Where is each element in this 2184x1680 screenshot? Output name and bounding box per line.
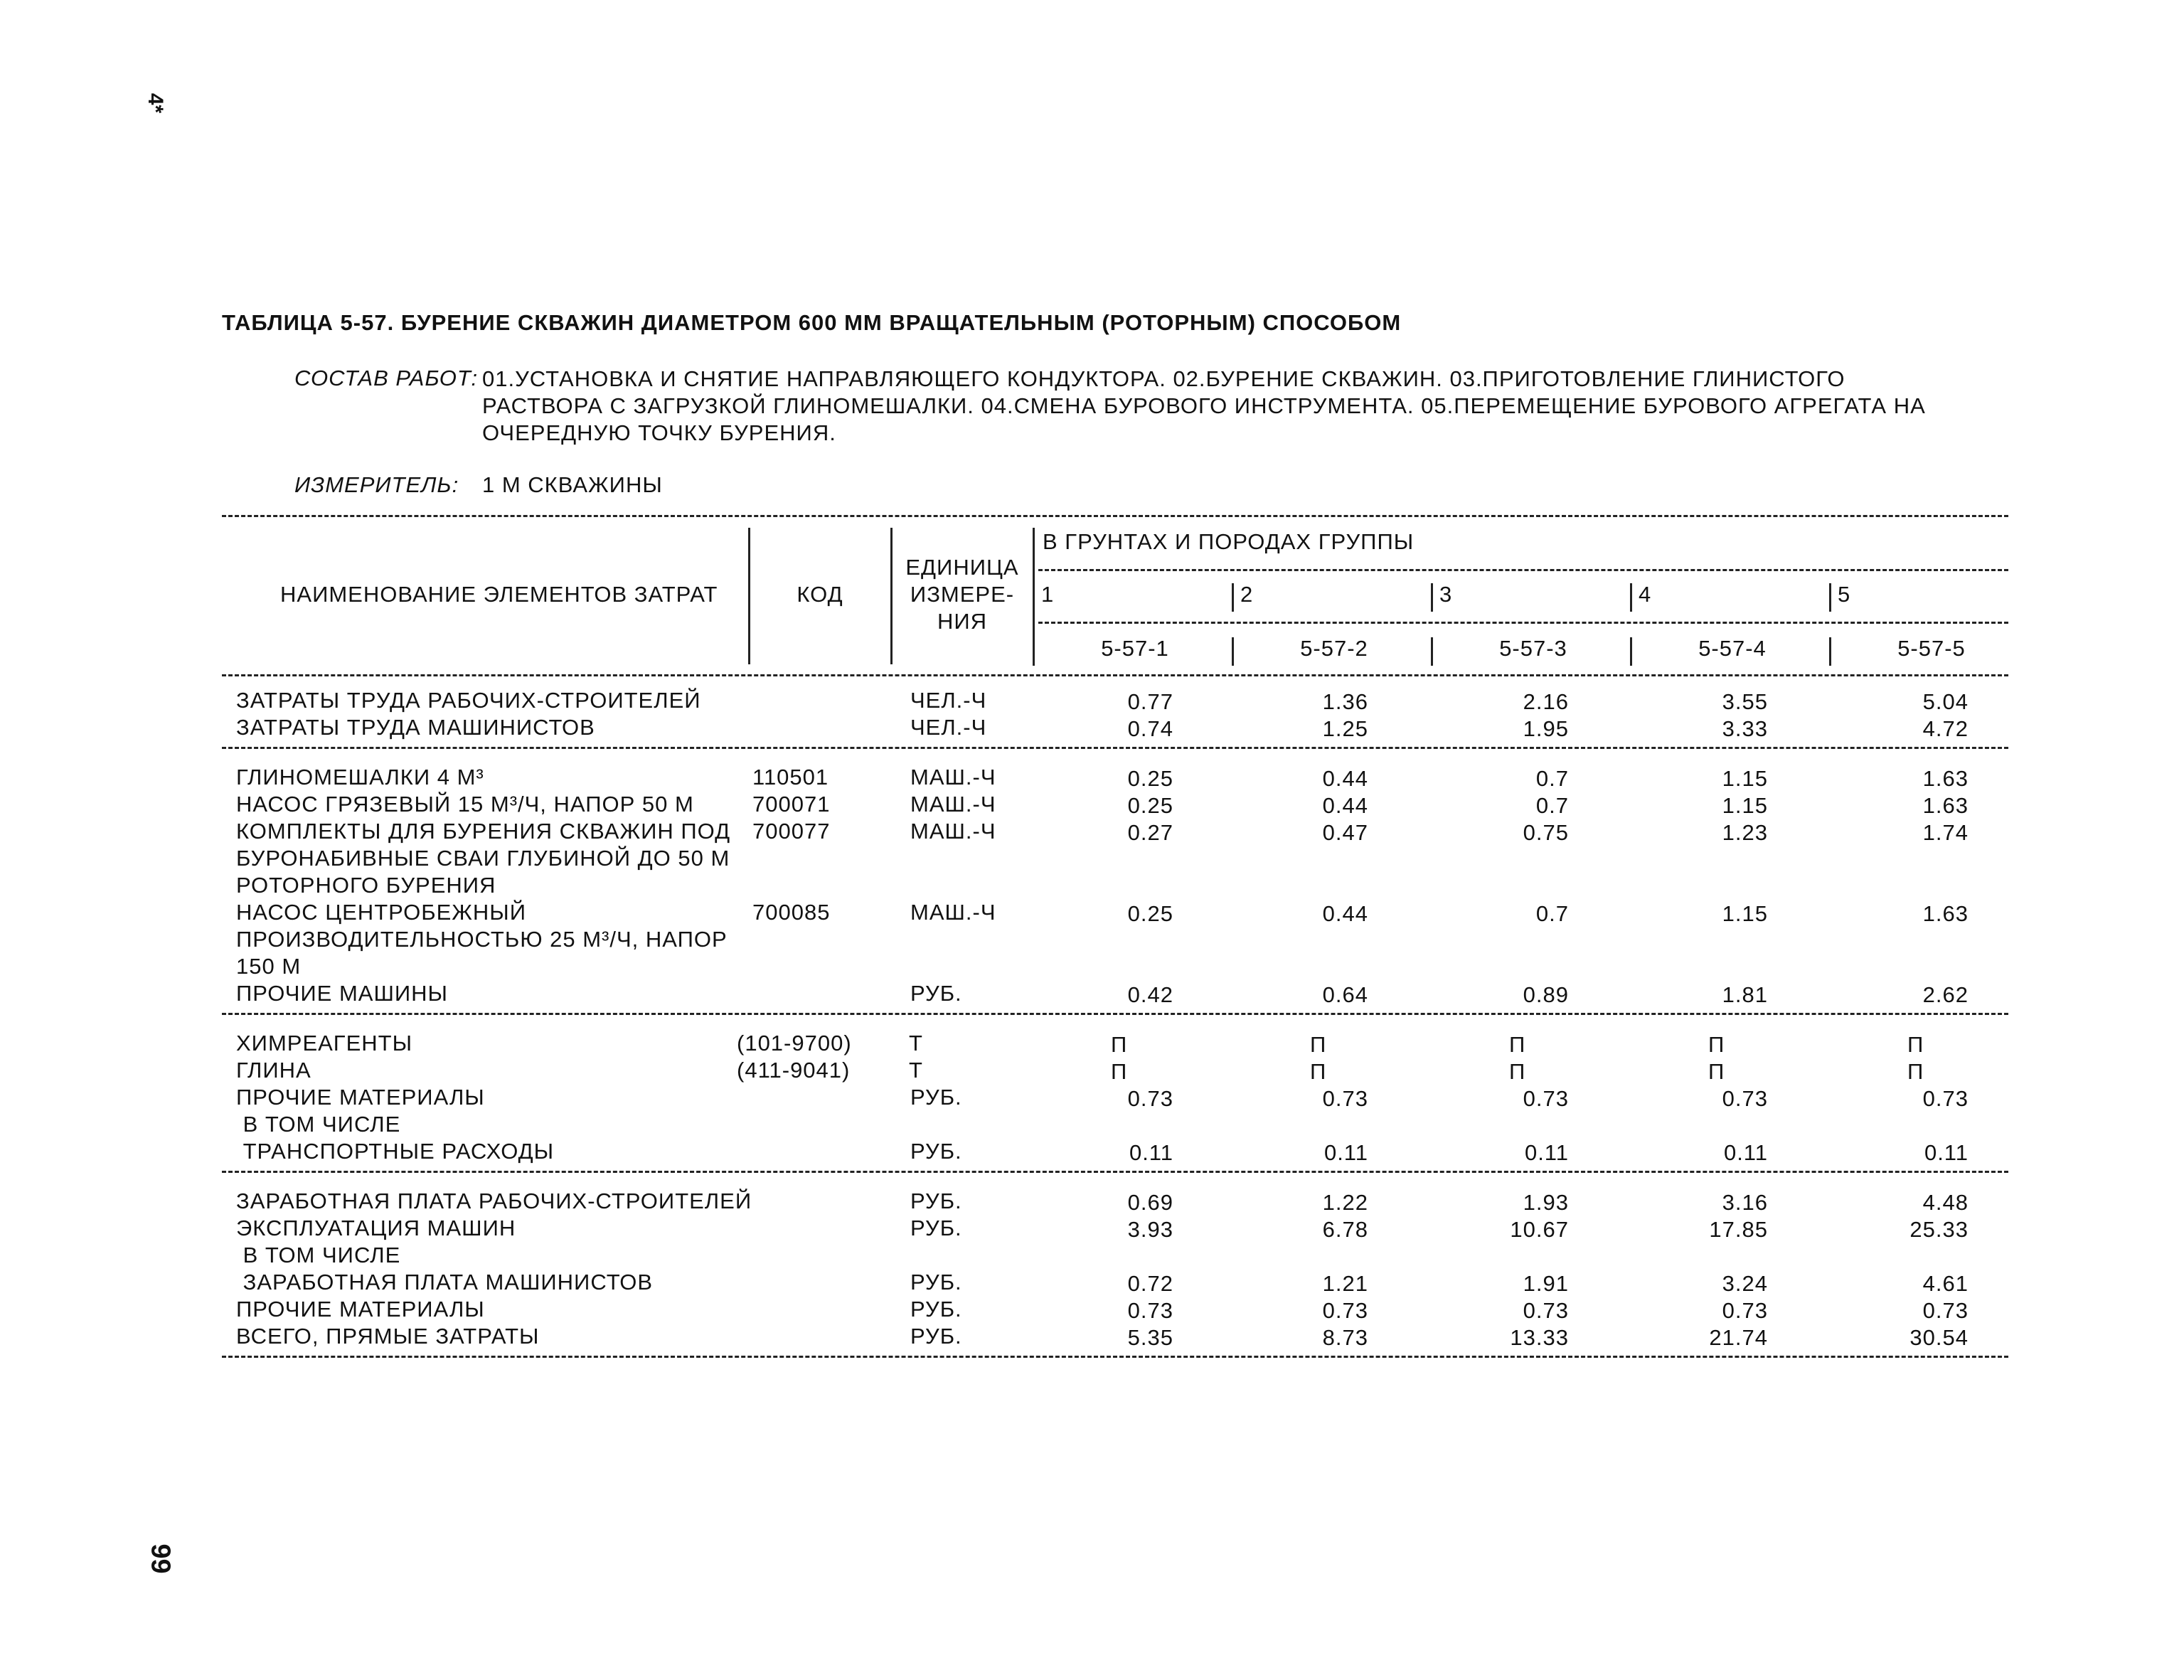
row-value: 0.7: [1535, 766, 1569, 791]
row-value: П: [1310, 1059, 1327, 1084]
row-name: ГЛИНОМЕШАЛКИ 4 М³: [236, 765, 484, 790]
row-value: 0.11: [1524, 1140, 1569, 1165]
row-value: 0.72: [1127, 1271, 1173, 1296]
row-unit: Т: [909, 1031, 923, 1056]
header-bottom-rule: [222, 674, 2008, 676]
composition-text: [482, 366, 1926, 447]
composition-line: РАСТВОРА С ЗАГРУЗКОЙ ГЛИНОМЕШАЛКИ. 04.СМЕНА БУРОВОГО ИНСТРУМЕНТА. 05.ПЕРЕМЕЩЕНИЕ БУРОВОГО АГРЕГАТА НА: [482, 393, 1926, 418]
row-value: 1.25: [1322, 716, 1368, 741]
row-value: П: [1708, 1059, 1725, 1084]
row-value: 1.15: [1722, 766, 1768, 791]
row-value: [1226, 1112, 1368, 1139]
row-unit: Т: [909, 1058, 923, 1083]
row-value: 0.73: [1523, 1086, 1569, 1111]
row-unit: МАШ.-Ч: [910, 765, 996, 790]
group-title-rule: [1038, 569, 2008, 571]
row-value: 0.73: [1722, 1298, 1768, 1323]
group-number: 3: [1439, 582, 1453, 607]
row-value: 0.73: [1322, 1086, 1368, 1111]
row-unit: МАШ.-Ч: [910, 900, 996, 925]
row-value: 4.61: [1922, 1271, 1969, 1296]
group-divider: [1829, 583, 1831, 612]
row-value: 1.95: [1523, 716, 1569, 741]
row-unit: МАШ.-Ч: [910, 792, 996, 817]
row-value: 10.67: [1510, 1217, 1569, 1242]
row-unit: ЧЕЛ.-Ч: [910, 688, 987, 713]
row-value: [1031, 1243, 1173, 1270]
group-number: 5: [1838, 582, 1851, 607]
row-value: 0.73: [1127, 1298, 1173, 1323]
row-value: 0.7: [1535, 901, 1569, 926]
row-name: 150 М: [236, 954, 302, 979]
row-value: 0.73: [1322, 1298, 1368, 1323]
row-unit: МАШ.-Ч: [910, 819, 996, 844]
group-number: 2: [1240, 582, 1254, 607]
row-value: 2.62: [1922, 982, 1969, 1007]
group-divider: [1431, 583, 1433, 612]
row-value: 0.42: [1127, 982, 1173, 1007]
row-value: П: [1907, 1032, 1924, 1057]
row-value: 1.21: [1322, 1271, 1368, 1296]
norm-code: 5-57-5: [1897, 636, 1966, 661]
row-value: 0.25: [1127, 901, 1173, 926]
row-value: П: [1509, 1059, 1526, 1084]
row-unit: РУБ.: [910, 981, 962, 1006]
row-value: [1626, 1112, 1768, 1139]
column-divider: [748, 528, 750, 664]
row-value: [1826, 1243, 1969, 1270]
row-unit: РУБ.: [910, 1216, 962, 1240]
header-unit-line-3: НИЯ: [937, 609, 988, 634]
row-value: 4.48: [1922, 1190, 1969, 1215]
row-value: 0.25: [1127, 793, 1173, 818]
row-unit: РУБ.: [910, 1189, 962, 1213]
row-value: [1427, 1243, 1569, 1270]
row-value: 1.63: [1922, 901, 1969, 926]
row-value: [1031, 1112, 1173, 1139]
row-value: 1.74: [1922, 820, 1969, 845]
row-value: 3.55: [1722, 689, 1768, 714]
row-value: П: [1907, 1059, 1924, 1084]
column-divider: [890, 528, 893, 664]
row-code: 700077: [752, 819, 831, 844]
row-value: 2.16: [1523, 689, 1569, 714]
row-name: ПРОЧИЕ МАТЕРИАЛЫ: [236, 1297, 485, 1322]
row-name: ЗАРАБОТНАЯ ПЛАТА МАШИНИСТОВ: [236, 1270, 654, 1294]
row-value: 0.73: [1922, 1298, 1969, 1323]
row-value: П: [1310, 1032, 1327, 1057]
norm-divider: [1232, 637, 1234, 666]
row-value: 0.11: [1129, 1140, 1173, 1165]
row-value: 3.16: [1722, 1190, 1768, 1215]
row-value: 1.36: [1322, 689, 1368, 714]
row-name: В ТОМ ЧИСЛЕ: [236, 1112, 401, 1137]
norm-divider: [1630, 637, 1632, 666]
row-value: 1.93: [1523, 1190, 1569, 1215]
group-divider: [1630, 583, 1632, 612]
row-value: 5.35: [1127, 1325, 1173, 1350]
row-code: 110501: [752, 765, 829, 790]
row-value: П: [1111, 1032, 1128, 1057]
measure-label: ИЗМЕРИТЕЛЬ:: [294, 472, 459, 497]
row-unit: ЧЕЛ.-Ч: [910, 715, 987, 740]
row-name: ПРОЧИЕ МАШИНЫ: [236, 981, 448, 1006]
table-title: ТАБЛИЦА 5-57. БУРЕНИЕ СКВАЖИН ДИАМЕТРОМ 600 ММ ВРАЩАТЕЛЬНЫМ (РОТОРНЫМ) СПОСОБОМ: [222, 310, 1402, 335]
row-value: 3.93: [1127, 1217, 1173, 1242]
row-value: П: [1708, 1032, 1725, 1057]
composition-line: 01.УСТАНОВКА И СНЯТИЕ НАПРАВЛЯЮЩЕГО КОНДУКТОРА. 02.БУРЕНИЕ СКВАЖИН. 03.ПРИГОТОВЛЕНИЕ ГЛИНИСТОГО: [482, 366, 1845, 391]
row-unit: РУБ.: [910, 1139, 962, 1164]
row-name: ВСЕГО, ПРЯМЫЕ ЗАТРАТЫ: [236, 1324, 540, 1349]
group-number-rule: [1038, 622, 2008, 624]
row-value: 0.77: [1127, 689, 1173, 714]
header-group-title: В ГРУНТАХ И ПОРОДАХ ГРУППЫ: [1043, 529, 1415, 554]
section-rule: [222, 1171, 2008, 1173]
row-value: 1.63: [1922, 766, 1969, 791]
row-value: 0.47: [1322, 820, 1368, 845]
measure-value: 1 М СКВАЖИНЫ: [482, 472, 663, 497]
page-number: 99: [145, 1543, 176, 1574]
row-value: 1.81: [1722, 982, 1768, 1007]
row-value: 0.74: [1127, 716, 1173, 741]
row-value: [1226, 1243, 1368, 1270]
row-name: ПРОЧИЕ МАТЕРИАЛЫ: [236, 1085, 485, 1110]
row-value: 21.74: [1709, 1325, 1768, 1350]
row-value: 1.23: [1722, 820, 1768, 845]
composition-label: СОСТАВ РАБОТ:: [294, 366, 479, 390]
row-value: 0.25: [1127, 766, 1173, 791]
row-value: 0.89: [1523, 982, 1569, 1007]
table-top-rule: [222, 515, 2008, 517]
row-name: НАСОС ГРЯЗЕВЫЙ 15 М³/Ч, НАПОР 50 М: [236, 792, 694, 817]
section-rule: [222, 1356, 2008, 1358]
row-value: 13.33: [1510, 1325, 1569, 1350]
row-value: 0.73: [1523, 1298, 1569, 1323]
header-unit-line-2: ИЗМЕРЕ-: [910, 582, 1015, 607]
row-value: 1.22: [1322, 1190, 1368, 1215]
row-value: 0.44: [1322, 766, 1368, 791]
row-value: 0.27: [1127, 820, 1173, 845]
row-value: 0.11: [1723, 1140, 1768, 1165]
row-value: 0.11: [1924, 1140, 1969, 1165]
norm-divider: [1431, 637, 1433, 666]
row-value: 1.15: [1722, 901, 1768, 926]
row-name: В ТОМ ЧИСЛЕ: [236, 1243, 401, 1267]
row-code: 700071: [752, 792, 831, 817]
composition-line: ОЧЕРЕДНУЮ ТОЧКУ БУРЕНИЯ.: [482, 420, 836, 445]
row-value: 0.69: [1127, 1190, 1173, 1215]
row-name: НАСОС ЦЕНТРОБЕЖНЫЙ: [236, 900, 526, 925]
row-name: ПРОИЗВОДИТЕЛЬНОСТЬЮ 25 М³/Ч, НАПОР: [236, 927, 728, 952]
row-value: 3.33: [1722, 716, 1768, 741]
row-value: 25.33: [1909, 1217, 1969, 1242]
row-name: ГЛИНА: [236, 1058, 311, 1083]
row-name: ЗАТРАТЫ ТРУДА РАБОЧИХ-СТРОИТЕЛЕЙ: [236, 688, 701, 713]
section-rule: [222, 747, 2008, 749]
norm-code: 5-57-3: [1499, 636, 1567, 661]
row-value: П: [1111, 1059, 1128, 1084]
row-value: 1.15: [1722, 793, 1768, 818]
header-code: КОД: [797, 582, 843, 607]
norm-code: 5-57-1: [1101, 636, 1169, 661]
row-value: 0.44: [1322, 793, 1368, 818]
row-value: 0.11: [1323, 1140, 1368, 1165]
row-unit: РУБ.: [910, 1324, 962, 1349]
row-code: 700085: [752, 900, 831, 925]
row-value: 4.72: [1922, 716, 1969, 741]
group-divider: [1033, 583, 1035, 612]
row-value: 1.63: [1922, 793, 1969, 818]
group-number: 4: [1639, 582, 1652, 607]
row-name: ЭКСПЛУАТАЦИЯ МАШИН: [236, 1216, 516, 1240]
row-value: 0.75: [1523, 820, 1569, 845]
row-value: 6.78: [1322, 1217, 1368, 1242]
norm-divider: [1829, 637, 1831, 666]
row-value: 17.85: [1709, 1217, 1768, 1242]
norm-divider: [1033, 637, 1035, 666]
page-mark-top: 4*: [144, 92, 168, 114]
row-value: 0.73: [1722, 1086, 1768, 1111]
row-name: БУРОНАБИВНЫЕ СВАИ ГЛУБИНОЙ ДО 50 М: [236, 846, 730, 871]
row-value: 0.73: [1922, 1086, 1969, 1111]
row-value: 8.73: [1322, 1325, 1368, 1350]
row-value: 3.24: [1722, 1271, 1768, 1296]
row-unit: РУБ.: [910, 1085, 962, 1110]
group-divider: [1232, 583, 1234, 612]
header-unit-line-1: ЕДИНИЦА: [905, 555, 1019, 580]
section-rule: [222, 1013, 2008, 1015]
norm-code: 5-57-4: [1698, 636, 1767, 661]
row-value: 5.04: [1922, 689, 1969, 714]
row-value: [1427, 1112, 1569, 1139]
row-unit: РУБ.: [910, 1270, 962, 1294]
group-number: 1: [1041, 582, 1055, 607]
row-name: РОТОРНОГО БУРЕНИЯ: [236, 873, 496, 898]
row-name: ЗАТРАТЫ ТРУДА МАШИНИСТОВ: [236, 715, 595, 740]
row-value: 1.91: [1523, 1271, 1569, 1296]
header-name: НАИМЕНОВАНИЕ ЭЛЕМЕНТОВ ЗАТРАТ: [280, 582, 718, 607]
row-value: 0.44: [1322, 901, 1368, 926]
row-value: [1626, 1243, 1768, 1270]
row-code: (101-9700): [737, 1031, 852, 1056]
norm-code: 5-57-2: [1300, 636, 1368, 661]
row-name: ЗАРАБОТНАЯ ПЛАТА РАБОЧИХ-СТРОИТЕЛЕЙ: [236, 1189, 752, 1213]
row-name: КОМПЛЕКТЫ ДЛЯ БУРЕНИЯ СКВАЖИН ПОД: [236, 819, 731, 844]
row-value: П: [1509, 1032, 1526, 1057]
row-value: 0.7: [1535, 793, 1569, 818]
row-value: 0.64: [1322, 982, 1368, 1007]
row-value: [1826, 1112, 1969, 1139]
row-name: ХИМРЕАГЕНТЫ: [236, 1031, 413, 1056]
row-value: 0.73: [1127, 1086, 1173, 1111]
row-value: 30.54: [1909, 1325, 1969, 1350]
row-unit: РУБ.: [910, 1297, 962, 1322]
row-name: ТРАНСПОРТНЫЕ РАСХОДЫ: [236, 1139, 555, 1164]
row-code: (411-9041): [737, 1058, 851, 1083]
